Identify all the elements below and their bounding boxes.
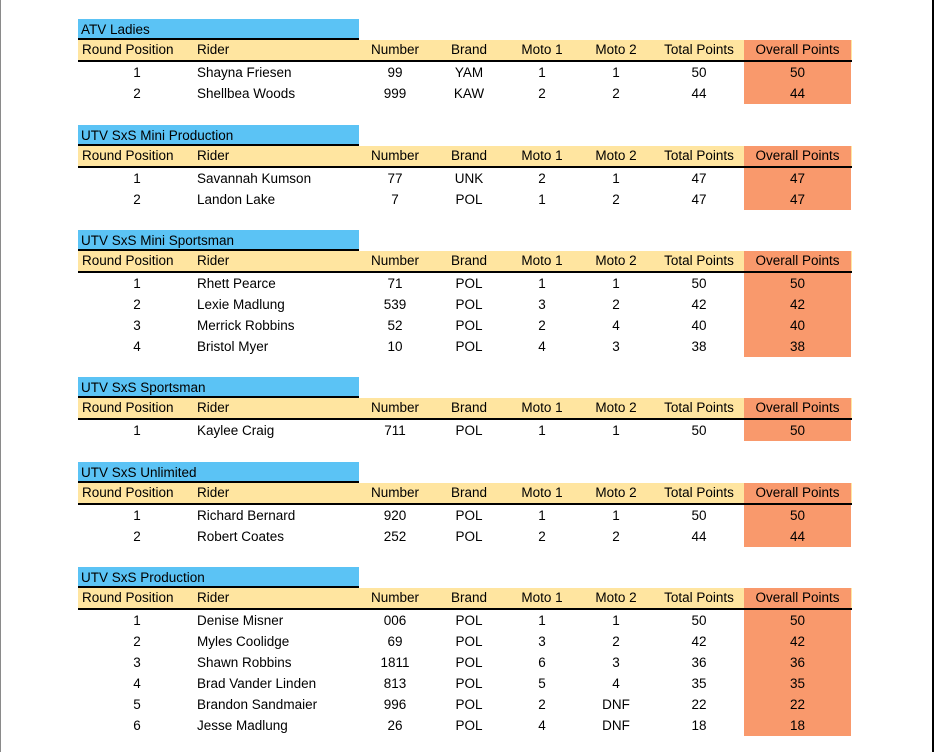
cell-moto1: 3 [538, 634, 546, 649]
cell-rider: Bristol Myer [197, 339, 269, 354]
column-header-moto2: Moto 2 [595, 400, 637, 415]
cell-moto2: 1 [612, 423, 620, 438]
cell-brand: POL [455, 529, 483, 544]
cell-number: 77 [387, 171, 403, 186]
cell-round-position: 1 [133, 65, 141, 80]
cell-moto2: 2 [612, 634, 620, 649]
result-row [78, 652, 852, 673]
cell-total-points: 50 [691, 65, 707, 80]
cell-round-position: 2 [133, 634, 141, 649]
cell-number: 999 [383, 86, 407, 101]
column-header-total-points: Total Points [664, 253, 734, 268]
column-header-overall-points: Overall Points [744, 40, 851, 60]
result-row [78, 610, 852, 631]
cell-moto1: 2 [538, 697, 546, 712]
column-header-brand: Brand [450, 42, 488, 57]
cell-rider: Rhett Pearce [197, 276, 276, 291]
cell-moto1: 1 [538, 423, 546, 438]
cell-number: 69 [387, 634, 403, 649]
column-header-total-points: Total Points [664, 42, 734, 57]
cell-brand: UNK [454, 171, 484, 186]
cell-round-position: 6 [133, 718, 141, 733]
column-header-round-position: Round Position [82, 253, 174, 268]
cell-total-points: 47 [691, 192, 707, 207]
cell-round-position: 2 [133, 192, 141, 207]
cell-round-position: 4 [133, 339, 141, 354]
cell-moto1: 1 [538, 65, 546, 80]
cell-rider: Robert Coates [197, 529, 285, 544]
cell-number: 1811 [380, 655, 410, 670]
cell-number: 920 [383, 508, 407, 523]
cell-number: 7 [391, 192, 399, 207]
class-section [78, 377, 852, 441]
cell-round-position: 3 [133, 655, 141, 670]
column-header-brand: Brand [450, 590, 488, 605]
cell-moto1: 4 [538, 718, 546, 733]
cell-moto1: 6 [538, 655, 546, 670]
column-header-total-points: Total Points [664, 590, 734, 605]
cell-overall-points: 44 [744, 83, 851, 104]
cell-total-points: 38 [691, 339, 707, 354]
cell-rider: Brandon Sandmaier [197, 697, 318, 712]
cell-brand: KAW [453, 86, 485, 101]
column-header-row [78, 146, 852, 168]
result-row [78, 294, 852, 315]
class-title: ATV Ladies [78, 19, 359, 40]
cell-moto2: 1 [612, 171, 620, 186]
result-row [78, 62, 852, 83]
class-section [78, 567, 852, 736]
cell-round-position: 1 [133, 508, 141, 523]
column-header-rider: Rider [197, 400, 230, 415]
cell-brand: YAM [454, 65, 484, 80]
result-row [78, 715, 852, 736]
result-row [78, 694, 852, 715]
cell-moto2: 1 [612, 65, 620, 80]
column-header-total-points: Total Points [664, 400, 734, 415]
cell-moto1: 5 [538, 676, 546, 691]
cell-brand: POL [455, 192, 483, 207]
cell-rider: Shawn Robbins [197, 655, 292, 670]
column-header-total-points: Total Points [664, 485, 734, 500]
column-header-overall-points: Overall Points [744, 588, 851, 608]
cell-total-points: 40 [691, 318, 707, 333]
cell-number: 996 [383, 697, 407, 712]
cell-total-points: 18 [691, 718, 707, 733]
cell-moto2: DNF [602, 697, 630, 712]
cell-total-points: 50 [691, 508, 707, 523]
cell-moto1: 1 [538, 276, 546, 291]
cell-moto1: 2 [538, 171, 546, 186]
cell-brand: POL [455, 318, 483, 333]
cell-total-points: 50 [691, 276, 707, 291]
cell-total-points: 47 [691, 171, 707, 186]
cell-brand: POL [455, 718, 483, 733]
column-header-brand: Brand [450, 253, 488, 268]
column-header-number: Number [370, 42, 419, 57]
cell-round-position: 3 [133, 318, 141, 333]
cell-overall-points: 35 [744, 673, 851, 694]
cell-round-position: 2 [133, 86, 141, 101]
column-header-row [78, 398, 852, 420]
result-row [78, 631, 852, 652]
column-header-row [78, 588, 852, 610]
cell-overall-points: 47 [744, 168, 851, 189]
page-edge-right [932, 0, 934, 752]
column-header-moto2: Moto 2 [595, 590, 637, 605]
cell-round-position: 4 [133, 676, 141, 691]
cell-overall-points: 22 [744, 694, 851, 715]
column-header-row [78, 40, 852, 62]
cell-round-position: 1 [133, 423, 141, 438]
cell-overall-points: 38 [744, 336, 851, 357]
cell-number: 252 [383, 529, 407, 544]
column-header-number: Number [370, 253, 419, 268]
cell-total-points: 42 [691, 297, 707, 312]
cell-brand: POL [455, 613, 483, 628]
column-header-brand: Brand [450, 400, 488, 415]
cell-moto2: 3 [612, 655, 620, 670]
cell-moto2: 1 [612, 613, 620, 628]
cell-number: 99 [387, 65, 403, 80]
cell-round-position: 1 [133, 613, 141, 628]
cell-total-points: 22 [691, 697, 707, 712]
cell-round-position: 2 [133, 297, 141, 312]
cell-overall-points: 50 [744, 62, 851, 83]
result-row [78, 336, 852, 357]
cell-brand: POL [455, 634, 483, 649]
cell-number: 71 [387, 276, 403, 291]
cell-round-position: 5 [133, 697, 141, 712]
cell-brand: POL [455, 697, 483, 712]
column-header-overall-points: Overall Points [744, 146, 851, 166]
column-header-row [78, 251, 852, 273]
cell-moto2: DNF [602, 718, 630, 733]
cell-brand: POL [455, 423, 483, 438]
cell-number: 813 [383, 676, 407, 691]
column-header-brand: Brand [450, 485, 488, 500]
result-row [78, 420, 852, 441]
cell-overall-points: 50 [744, 420, 851, 441]
column-header-moto1: Moto 1 [521, 590, 563, 605]
cell-brand: POL [455, 508, 483, 523]
column-header-overall-points: Overall Points [744, 251, 851, 271]
column-header-moto2: Moto 2 [595, 42, 637, 57]
cell-number: 26 [387, 718, 403, 733]
cell-rider: Savannah Kumson [197, 171, 312, 186]
column-header-rider: Rider [197, 590, 230, 605]
class-section [78, 19, 852, 104]
result-row [78, 505, 852, 526]
column-header-round-position: Round Position [82, 42, 174, 57]
column-header-moto2: Moto 2 [595, 253, 637, 268]
class-title: UTV SxS Mini Production [78, 125, 359, 146]
cell-total-points: 50 [691, 613, 707, 628]
cell-moto2: 1 [612, 508, 620, 523]
result-row [78, 273, 852, 294]
cell-total-points: 42 [691, 634, 707, 649]
cell-moto1: 4 [538, 339, 546, 354]
column-header-moto2: Moto 2 [595, 485, 637, 500]
cell-moto2: 4 [612, 318, 620, 333]
cell-overall-points: 50 [744, 505, 851, 526]
cell-total-points: 44 [691, 529, 707, 544]
cell-rider: Richard Bernard [197, 508, 296, 523]
cell-brand: POL [455, 655, 483, 670]
class-title: UTV SxS Mini Sportsman [78, 230, 359, 251]
cell-overall-points: 50 [744, 610, 851, 631]
column-header-number: Number [370, 400, 419, 415]
cell-moto1: 2 [538, 318, 546, 333]
cell-number: 539 [383, 297, 407, 312]
cell-overall-points: 42 [744, 294, 851, 315]
cell-total-points: 44 [691, 86, 707, 101]
cell-number: 711 [384, 423, 406, 438]
cell-moto1: 2 [538, 86, 546, 101]
result-row [78, 673, 852, 694]
column-header-moto1: Moto 1 [521, 253, 563, 268]
cell-moto1: 3 [538, 297, 546, 312]
cell-moto1: 1 [538, 508, 546, 523]
cell-total-points: 50 [691, 423, 707, 438]
cell-rider: Kaylee Craig [197, 423, 275, 438]
cell-total-points: 35 [691, 676, 707, 691]
cell-rider: Denise Misner [197, 613, 284, 628]
cell-number: 52 [387, 318, 403, 333]
result-row [78, 189, 852, 210]
cell-rider: Myles Coolidge [197, 634, 290, 649]
cell-round-position: 2 [133, 529, 141, 544]
cell-overall-points: 18 [744, 715, 851, 736]
cell-rider: Brad Vander Linden [197, 676, 317, 691]
column-header-moto1: Moto 1 [521, 400, 563, 415]
column-header-rider: Rider [197, 485, 230, 500]
column-header-row [78, 483, 852, 505]
cell-round-position: 1 [133, 276, 141, 291]
cell-overall-points: 47 [744, 189, 851, 210]
column-header-number: Number [370, 590, 419, 605]
result-row [78, 526, 852, 547]
cell-moto2: 4 [612, 676, 620, 691]
column-header-round-position: Round Position [82, 400, 174, 415]
cell-brand: POL [455, 676, 483, 691]
cell-overall-points: 40 [744, 315, 851, 336]
column-header-overall-points: Overall Points [744, 398, 851, 418]
column-header-moto1: Moto 1 [521, 42, 563, 57]
column-header-round-position: Round Position [82, 148, 174, 163]
cell-total-points: 36 [691, 655, 707, 670]
cell-moto2: 1 [612, 276, 620, 291]
column-header-overall-points: Overall Points [744, 483, 851, 503]
column-header-moto1: Moto 1 [521, 485, 563, 500]
class-title: UTV SxS Production [78, 567, 359, 588]
column-header-number: Number [370, 485, 419, 500]
cell-rider: Merrick Robbins [197, 318, 295, 333]
class-section [78, 462, 852, 547]
cell-rider: Landon Lake [197, 192, 276, 207]
cell-moto1: 1 [538, 613, 546, 628]
column-header-rider: Rider [197, 253, 230, 268]
cell-rider: Jesse Madlung [197, 718, 288, 733]
column-header-moto1: Moto 1 [521, 148, 563, 163]
column-header-round-position: Round Position [82, 590, 174, 605]
cell-rider: Shayna Friesen [197, 65, 292, 80]
cell-brand: POL [455, 276, 483, 291]
cell-round-position: 1 [133, 171, 141, 186]
cell-moto2: 2 [612, 86, 620, 101]
cell-brand: POL [455, 297, 483, 312]
cell-moto2: 2 [612, 529, 620, 544]
column-header-total-points: Total Points [664, 148, 734, 163]
cell-number: 006 [383, 613, 407, 628]
class-title: UTV SxS Unlimited [78, 462, 359, 483]
cell-overall-points: 50 [744, 273, 851, 294]
column-header-rider: Rider [197, 42, 230, 57]
column-header-moto2: Moto 2 [595, 148, 637, 163]
column-header-number: Number [370, 148, 419, 163]
cell-brand: POL [455, 339, 483, 354]
cell-moto2: 3 [612, 339, 620, 354]
cell-rider: Lexie Madlung [197, 297, 285, 312]
cell-overall-points: 36 [744, 652, 851, 673]
cell-moto1: 1 [538, 192, 546, 207]
cell-number: 10 [387, 339, 403, 354]
class-title: UTV SxS Sportsman [78, 377, 359, 398]
cell-moto1: 2 [538, 529, 546, 544]
cell-rider: Shellbea Woods [197, 86, 296, 101]
page-edge-left [0, 0, 1, 752]
cell-overall-points: 42 [744, 631, 851, 652]
cell-moto2: 2 [612, 297, 620, 312]
column-header-rider: Rider [197, 148, 230, 163]
result-row [78, 315, 852, 336]
result-row [78, 168, 852, 189]
column-header-round-position: Round Position [82, 485, 174, 500]
cell-moto2: 2 [612, 192, 620, 207]
class-section [78, 230, 852, 357]
column-header-brand: Brand [450, 148, 488, 163]
cell-overall-points: 44 [744, 526, 851, 547]
class-section [78, 125, 852, 210]
result-row [78, 83, 852, 104]
